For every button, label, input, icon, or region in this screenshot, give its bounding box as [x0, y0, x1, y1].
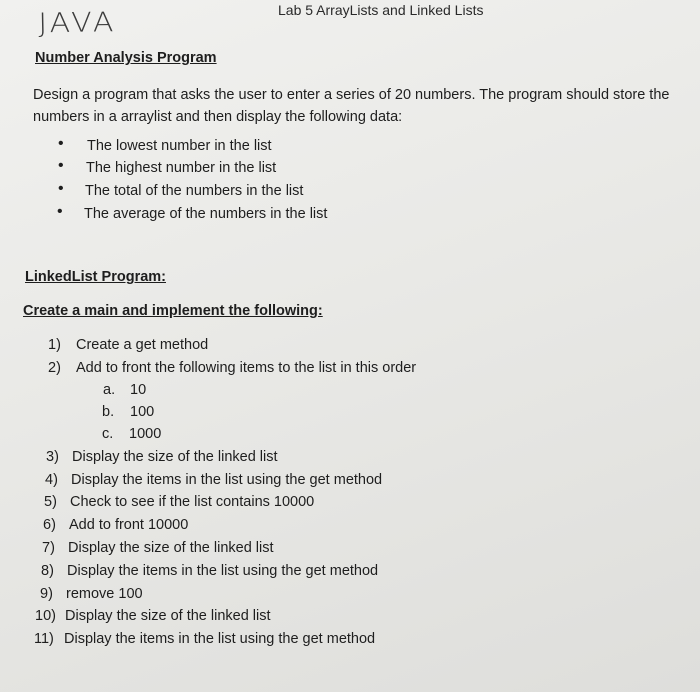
bullet-item: The total of the numbers in the list	[85, 183, 304, 199]
bullet-dot: •	[58, 135, 64, 152]
page-header: Lab 5 ArrayLists and Linked Lists	[278, 2, 484, 18]
sub-item-letter: c.	[102, 426, 114, 442]
list-item-number: 8)	[41, 563, 54, 579]
sub-item: 1000	[129, 426, 162, 442]
list-item: Add to front 10000	[69, 517, 189, 533]
list-item: remove 100	[66, 586, 143, 602]
list-item-number: 6)	[43, 517, 56, 533]
bullet-dot: •	[58, 157, 64, 174]
list-item-number: 3)	[46, 449, 59, 465]
section-subtitle: Create a main and implement the following:	[23, 303, 323, 319]
bullet-item: The highest number in the list	[86, 160, 277, 176]
sub-item-letter: a.	[103, 382, 116, 398]
list-item: Add to front the following items to the list in this order	[76, 360, 417, 376]
list-item: Display the size of the linked list	[72, 449, 278, 465]
list-item: Create a get method	[76, 337, 209, 353]
handwritten-note: JAVA	[38, 6, 117, 40]
section-title-linkedlist: LinkedList Program:	[25, 269, 166, 285]
list-item-number: 2)	[48, 360, 61, 376]
section-title-number-analysis: Number Analysis Program	[35, 50, 217, 66]
list-item: Display the items in the list using the get method	[67, 563, 379, 579]
list-item-number: 1)	[48, 337, 61, 353]
sub-item-letter: b.	[102, 404, 115, 420]
list-item: Display the items in the list using the get method	[64, 631, 376, 647]
list-item: Display the size of the linked list	[65, 608, 271, 624]
list-item: Display the items in the list using the get method	[71, 472, 383, 488]
bullet-item: The average of the numbers in the list	[84, 206, 328, 222]
list-item-number: 4)	[45, 472, 58, 488]
list-item-number: 11)	[34, 631, 54, 647]
list-item-number: 9)	[40, 586, 53, 602]
list-item-number: 7)	[42, 540, 55, 556]
list-item-number: 5)	[44, 494, 57, 510]
sub-item: 10	[130, 382, 147, 398]
bullet-item: The lowest number in the list	[87, 138, 272, 154]
list-item-number: 10)	[35, 608, 56, 624]
sub-item: 100	[130, 404, 155, 420]
bullet-dot: •	[57, 203, 63, 220]
list-item: Check to see if the list contains 10000	[70, 494, 315, 510]
bullet-dot: •	[58, 180, 64, 197]
section-paragraph: Design a program that asks the user to enter a series of 20 numbers. The program should store the numbers in a arraylist and then display the following data:	[33, 87, 670, 125]
list-item: Display the size of the linked list	[68, 540, 274, 556]
